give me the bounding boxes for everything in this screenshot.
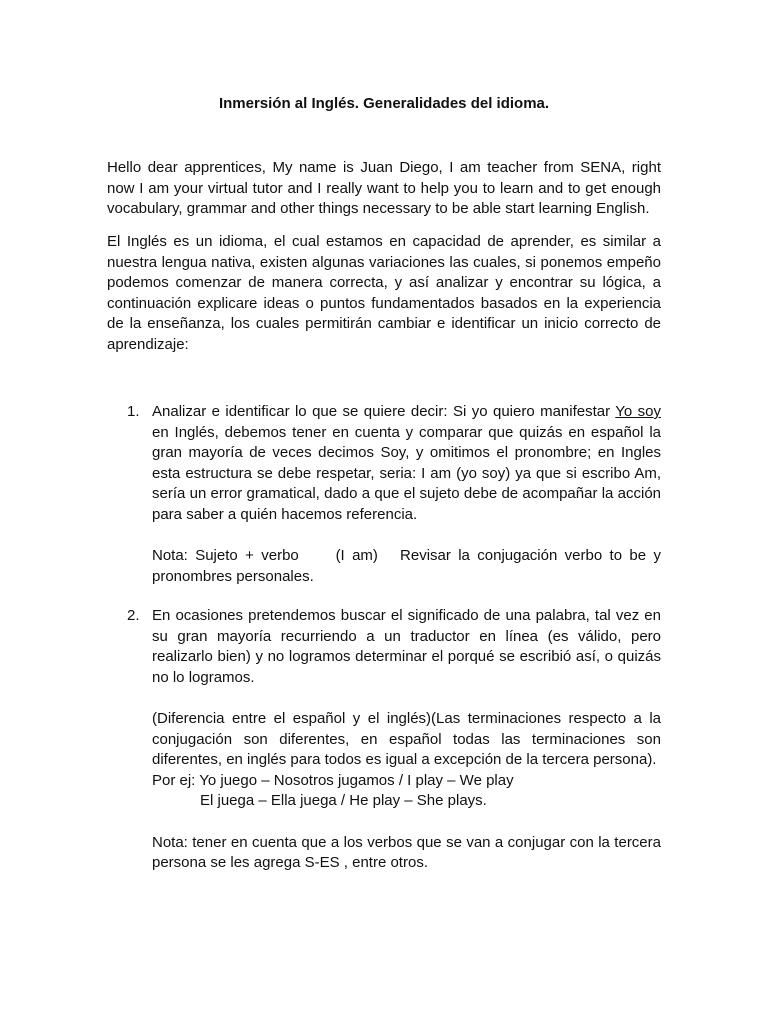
list-number: 2. (127, 607, 140, 624)
text-segment: en Inglés, debemos tener en cuenta y comparar que quizás en español la gran mayoría de veces decimos Soy, y omitimos el pronombre; en Ingles esta estructura se debe respetar, seria: I am (yo soy) ya que si escribo Am, sería un error gramatical, dado a que el sujeto debe de acompañar la acción para saber a quién hacemos referencia. (152, 423, 661, 523)
note-part: (I am) (335, 547, 378, 564)
list-item-text: En ocasiones pretendemos buscar el significado de una palabra, tal vez en su gran mayoría recurriendo a un traductor en línea (es válido, pero realizarlo bien) y no logramos determinar el porqué se escribió así, o quizás no lo logramos. (152, 607, 661, 686)
list-item-paren: (Diferencia entre el español y el inglés)(Las terminaciones respecto a la conjugación son diferentes, en español todas las terminaciones son diferentes, en inglés para todos es igual a excepción de la tercera persona). (152, 710, 661, 768)
list-item-text (152, 402, 661, 525)
document-title: Inmersión al Inglés. Generalidades del idioma. (218, 95, 550, 112)
body-paragraph: El Inglés es un idioma, el cual estamos en capacidad de aprender, es similar a nuestra lengua nativa, existen algunas variaciones las cuales, si ponemos empeño podemos comenzar de manera correcta, y así analizar y encontrar su lógica, a continuación explicare ideas o puntos fundamentados basados en la experiencia de la enseñanza, los cuales permitirán cambiar e identificar un inicio correcto de aprendizaje: (107, 233, 661, 353)
list-number: 1. (127, 403, 140, 420)
note-part: Nota: Sujeto + verbo (152, 547, 299, 564)
example-line: Por ej: Yo juego – Nosotros jugamos / I play – We play (152, 771, 514, 789)
intro-paragraph: Hello dear apprentices, My name is Juan Diego, I am teacher from SENA, right now I am your virtual tutor and I really want to help you to learn and to get enough vocabulary, grammar and other things necessary to be able start learning English. (107, 159, 661, 217)
list-item-note (152, 546, 661, 587)
list-item-note: Nota: tener en cuenta que a los verbos que se van a conjugar con la tercera persona se les agrega S-ES , entre otros. (152, 833, 661, 871)
note-part: Revisar la conjugación verbo to be y pronombres personales. (152, 547, 661, 585)
underlined-text: Yo soy (615, 403, 661, 420)
list-item-body (152, 606, 661, 874)
example-line: El juega – Ella juega / He play – She plays. (200, 792, 487, 809)
text-segment: Analizar e identificar lo que se quiere decir: Si yo quiero manifestar (152, 403, 616, 420)
list-item-body (152, 402, 661, 587)
